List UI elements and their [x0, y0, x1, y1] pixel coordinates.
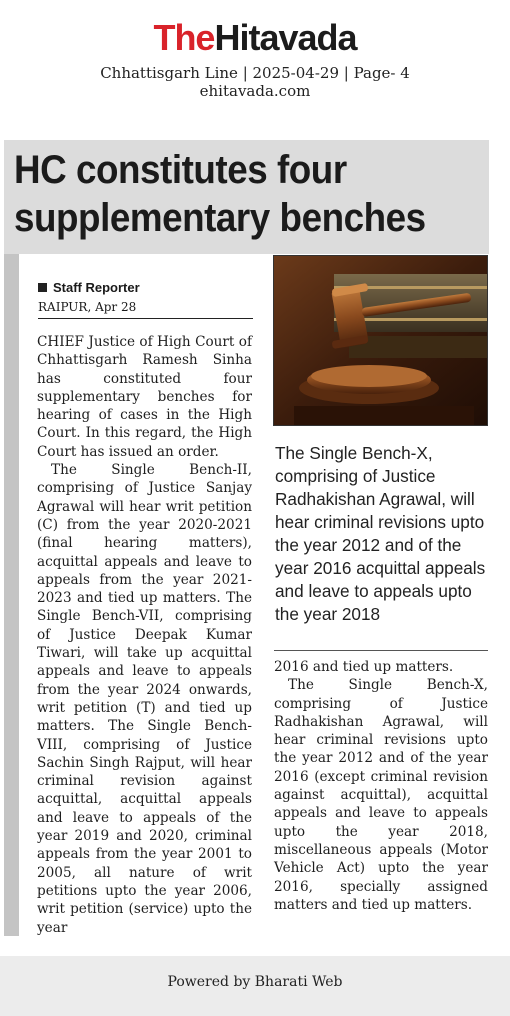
pull-quote: The Single Bench-X, comprising of Justice Radhakishan Agrawal, will hear criminal revisions upto the year 2012 and of the year 2016 acquittal appeals and leave to appeals upto the year 2018 — [275, 443, 486, 624]
article-column-left — [37, 333, 252, 937]
reporter-credit — [38, 280, 253, 296]
pull-quote-divider — [274, 650, 488, 651]
byline — [38, 280, 253, 315]
website-link[interactable]: ehitavada.com — [199, 82, 311, 100]
paragraph-benches: The Single Bench-II, comprising of Justice Sanjay Agrawal will hear writ petition (C) from the year 2020-2021 (final hearing matters), acquittal appeals and leave to appeals from the year 2021-2023 and tied up matters. The Single Bench-VII, comprising of Justice Deepak Kumar Tiwari, will take up acquittal appeals and leave to appeals from the year 2024 onwards, writ petition (T) and tied up matters. The Single Bench-VIII, comprising of Justice Sachin Singh Rajput, will hear criminal revision against acquittal, acquittal appeals and leave to appeals of the year 2019 and 2020, criminal appeals from the year 2001 to 2005, all nature of writ petitions upto the year 2006, writ petition (service) upto the year — [37, 462, 252, 936]
powered-by-link[interactable]: Powered by Bharati Web — [167, 974, 343, 990]
headline — [14, 146, 426, 242]
gavel-icon — [274, 256, 488, 426]
article-column-right — [274, 658, 488, 914]
paragraph-intro: CHIEF Justice of High Court of Chhattisgarh Ramesh Sinha has constituted four supplementary benches for hearing of cases in the High Court. In this regard, the High Court has issued an order. — [37, 334, 252, 460]
paragraph-continued: 2016 and tied up matters. — [274, 659, 454, 675]
left-side-bar — [4, 254, 19, 936]
square-bullet-icon — [38, 283, 47, 292]
reporter-name: Staff Reporter — [53, 280, 140, 295]
gavel-photo — [273, 255, 488, 426]
edition-line: Chhattisgarh Line | 2025-04-29 | Page- 4 — [100, 64, 410, 82]
logo-hitavada: Hitavada — [214, 17, 357, 58]
dateline: RAIPUR, Apr 28 — [38, 300, 137, 314]
footer — [0, 956, 510, 1016]
masthead — [0, 18, 510, 100]
byline-divider — [38, 318, 253, 319]
paragraph-bench-x: The Single Bench-X, comprising of Justice Radhakishan Agrawal, will hear criminal revisions upto the year 2012 and of the year 2016 (except criminal revision against acquittal), acquittal appeals and leave to appeals upto the year 2018, miscellaneous appeals (Motor Vehicle Act) upto the year 2016, specially assigned matters and tied up matters. — [274, 677, 488, 913]
headline-band — [4, 140, 489, 254]
headline-line-1: HC constitutes four — [14, 148, 347, 192]
headline-line-2: supplementary benches — [14, 196, 426, 240]
newspaper-logo[interactable] — [153, 18, 356, 58]
logo-the: The — [153, 17, 215, 58]
